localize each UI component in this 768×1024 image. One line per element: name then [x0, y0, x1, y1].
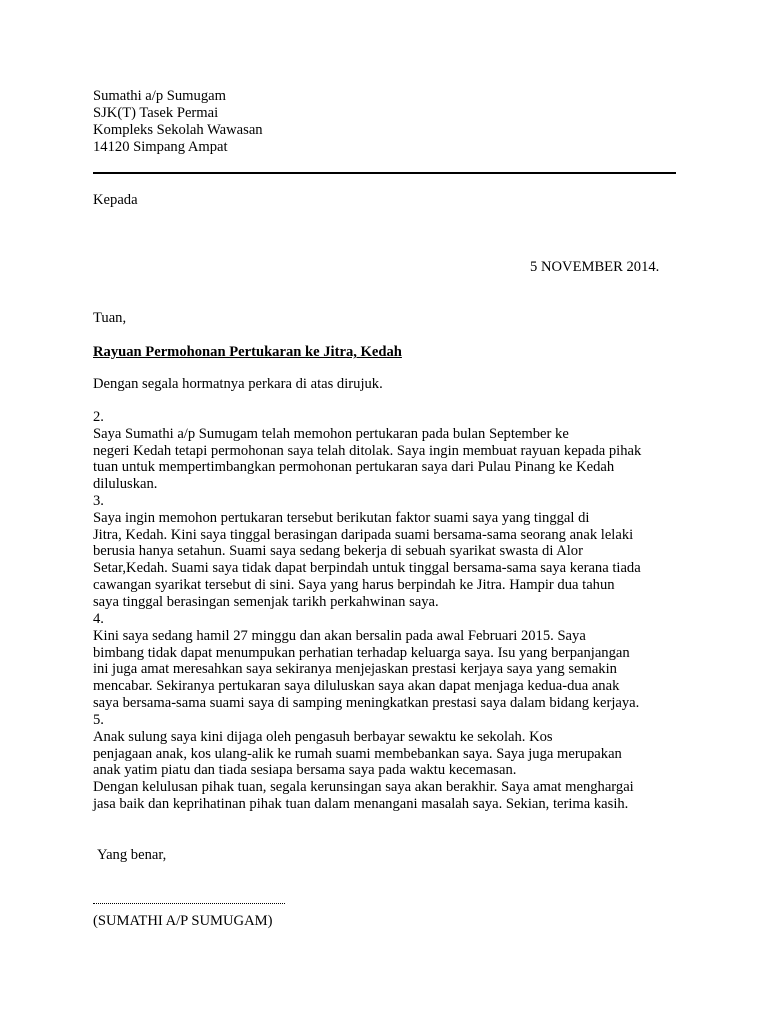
signature-line — [93, 895, 285, 904]
paragraph-line: Saya ingin memohon pertukaran tersebut berikutan faktor suami saya yang tinggal di — [93, 509, 590, 526]
salutation: Tuan, — [93, 310, 127, 326]
paragraph-number: 5. — [93, 712, 104, 728]
paragraph-line: ini juga amat meresahkan saya sekiranya menjejaskan prestasi kerjaya saya yang semakin — [93, 661, 617, 678]
closing-paragraph — [93, 779, 683, 813]
paragraph-line: mencabar. Sekiranya pertukaran saya diluluskan saya akan dapat menjaga kedua-dua anak — [93, 678, 620, 695]
opening-line: Dengan segala hormatnya perkara di atas dirujuk. — [93, 376, 383, 392]
paragraph-2 — [93, 409, 683, 493]
sender-school: SJK(T) Tasek Permai — [93, 105, 219, 121]
paragraph-line: saya bersama-sama suami saya di samping meningkatkan prestasi saya dalam bidang kerjaya. — [93, 694, 640, 711]
signoff: Yang benar, — [97, 847, 167, 863]
letter-subject: Rayuan Permohonan Pertukaran ke Jitra, Kedah — [93, 344, 402, 360]
paragraph-line: cawangan syarikat tersebut di sini. Saya yang harus berpindah ke Jitra. Hampir dua tahun — [93, 576, 615, 593]
paragraph-line: Anak sulung saya kini dijaga oleh pengasuh berbayar sewaktu ke sekolah. Kos — [93, 728, 553, 745]
sender-address-2: 14120 Simpang Ampat — [93, 139, 228, 155]
paragraph-line: Setar,Kedah. Suami saya tidak dapat berpindah untuk tinggal bersama-sama saya kerana tiada — [93, 560, 641, 577]
paragraph-line: Dengan kelulusan pihak tuan, segala kerunsingan saya akan berakhir. Saya amat menghargai — [93, 779, 634, 795]
paragraph-5 — [93, 712, 683, 779]
paragraph-line: negeri Kedah tetapi permohonan saya telah ditolak. Saya ingin membuat rayuan kepada pihak — [93, 442, 642, 459]
paragraph-number: 3. — [93, 493, 104, 509]
recipient-label: Kepada — [93, 192, 138, 208]
paragraph-number: 4. — [93, 611, 104, 627]
paragraph-line: penjagaan anak, kos ulang-alik ke rumah suami membebankan saya. Saya juga merupakan — [93, 745, 622, 762]
paragraph-line: anak yatim piatu dan tiada sesiapa bersama saya pada waktu kecemasan. — [93, 762, 517, 779]
paragraph-line: Kini saya sedang hamil 27 minggu dan akan bersalin pada awal Februari 2015. Saya — [93, 627, 586, 644]
paragraph-line: bimbang tidak dapat menumpukan perhatian terhadap keluarga saya. Isu yang berpanjangan — [93, 644, 630, 661]
paragraph-line: tuan untuk mempertimbangkan permohonan pertukaran saya dari Pulau Pinang ke Kedah — [93, 459, 615, 476]
signature-name: (SUMATHI A/P SUMUGAM) — [93, 913, 273, 929]
paragraph-line: berusia hanya setahun. Suami saya sedang bekerja di sebuah syarikat swasta di Alor — [93, 543, 583, 560]
paragraph-line: diluluskan. — [93, 476, 158, 493]
paragraph-line: jasa baik dan keprihatinan pihak tuan dalam menangani masalah saya. Sekian, terima kasih. — [93, 795, 629, 812]
paragraph-line: Jitra, Kedah. Kini saya tinggal berasingan daripada suami bersama-sama seorang anak lelaki — [93, 526, 634, 543]
paragraph-number: 2. — [93, 409, 104, 425]
paragraph-line: saya tinggal berasingan semenjak tarikh perkahwinan saya. — [93, 593, 439, 610]
header-divider — [93, 172, 676, 174]
letter-date: 5 NOVEMBER 2014. — [530, 259, 660, 275]
paragraph-line: Saya Sumathi a/p Sumugam telah memohon pertukaran pada bulan September ke — [93, 425, 569, 442]
sender-name: Sumathi a/p Sumugam — [93, 88, 226, 104]
sender-address-1: Kompleks Sekolah Wawasan — [93, 122, 263, 138]
paragraph-3 — [93, 493, 683, 611]
paragraph-4 — [93, 611, 683, 712]
